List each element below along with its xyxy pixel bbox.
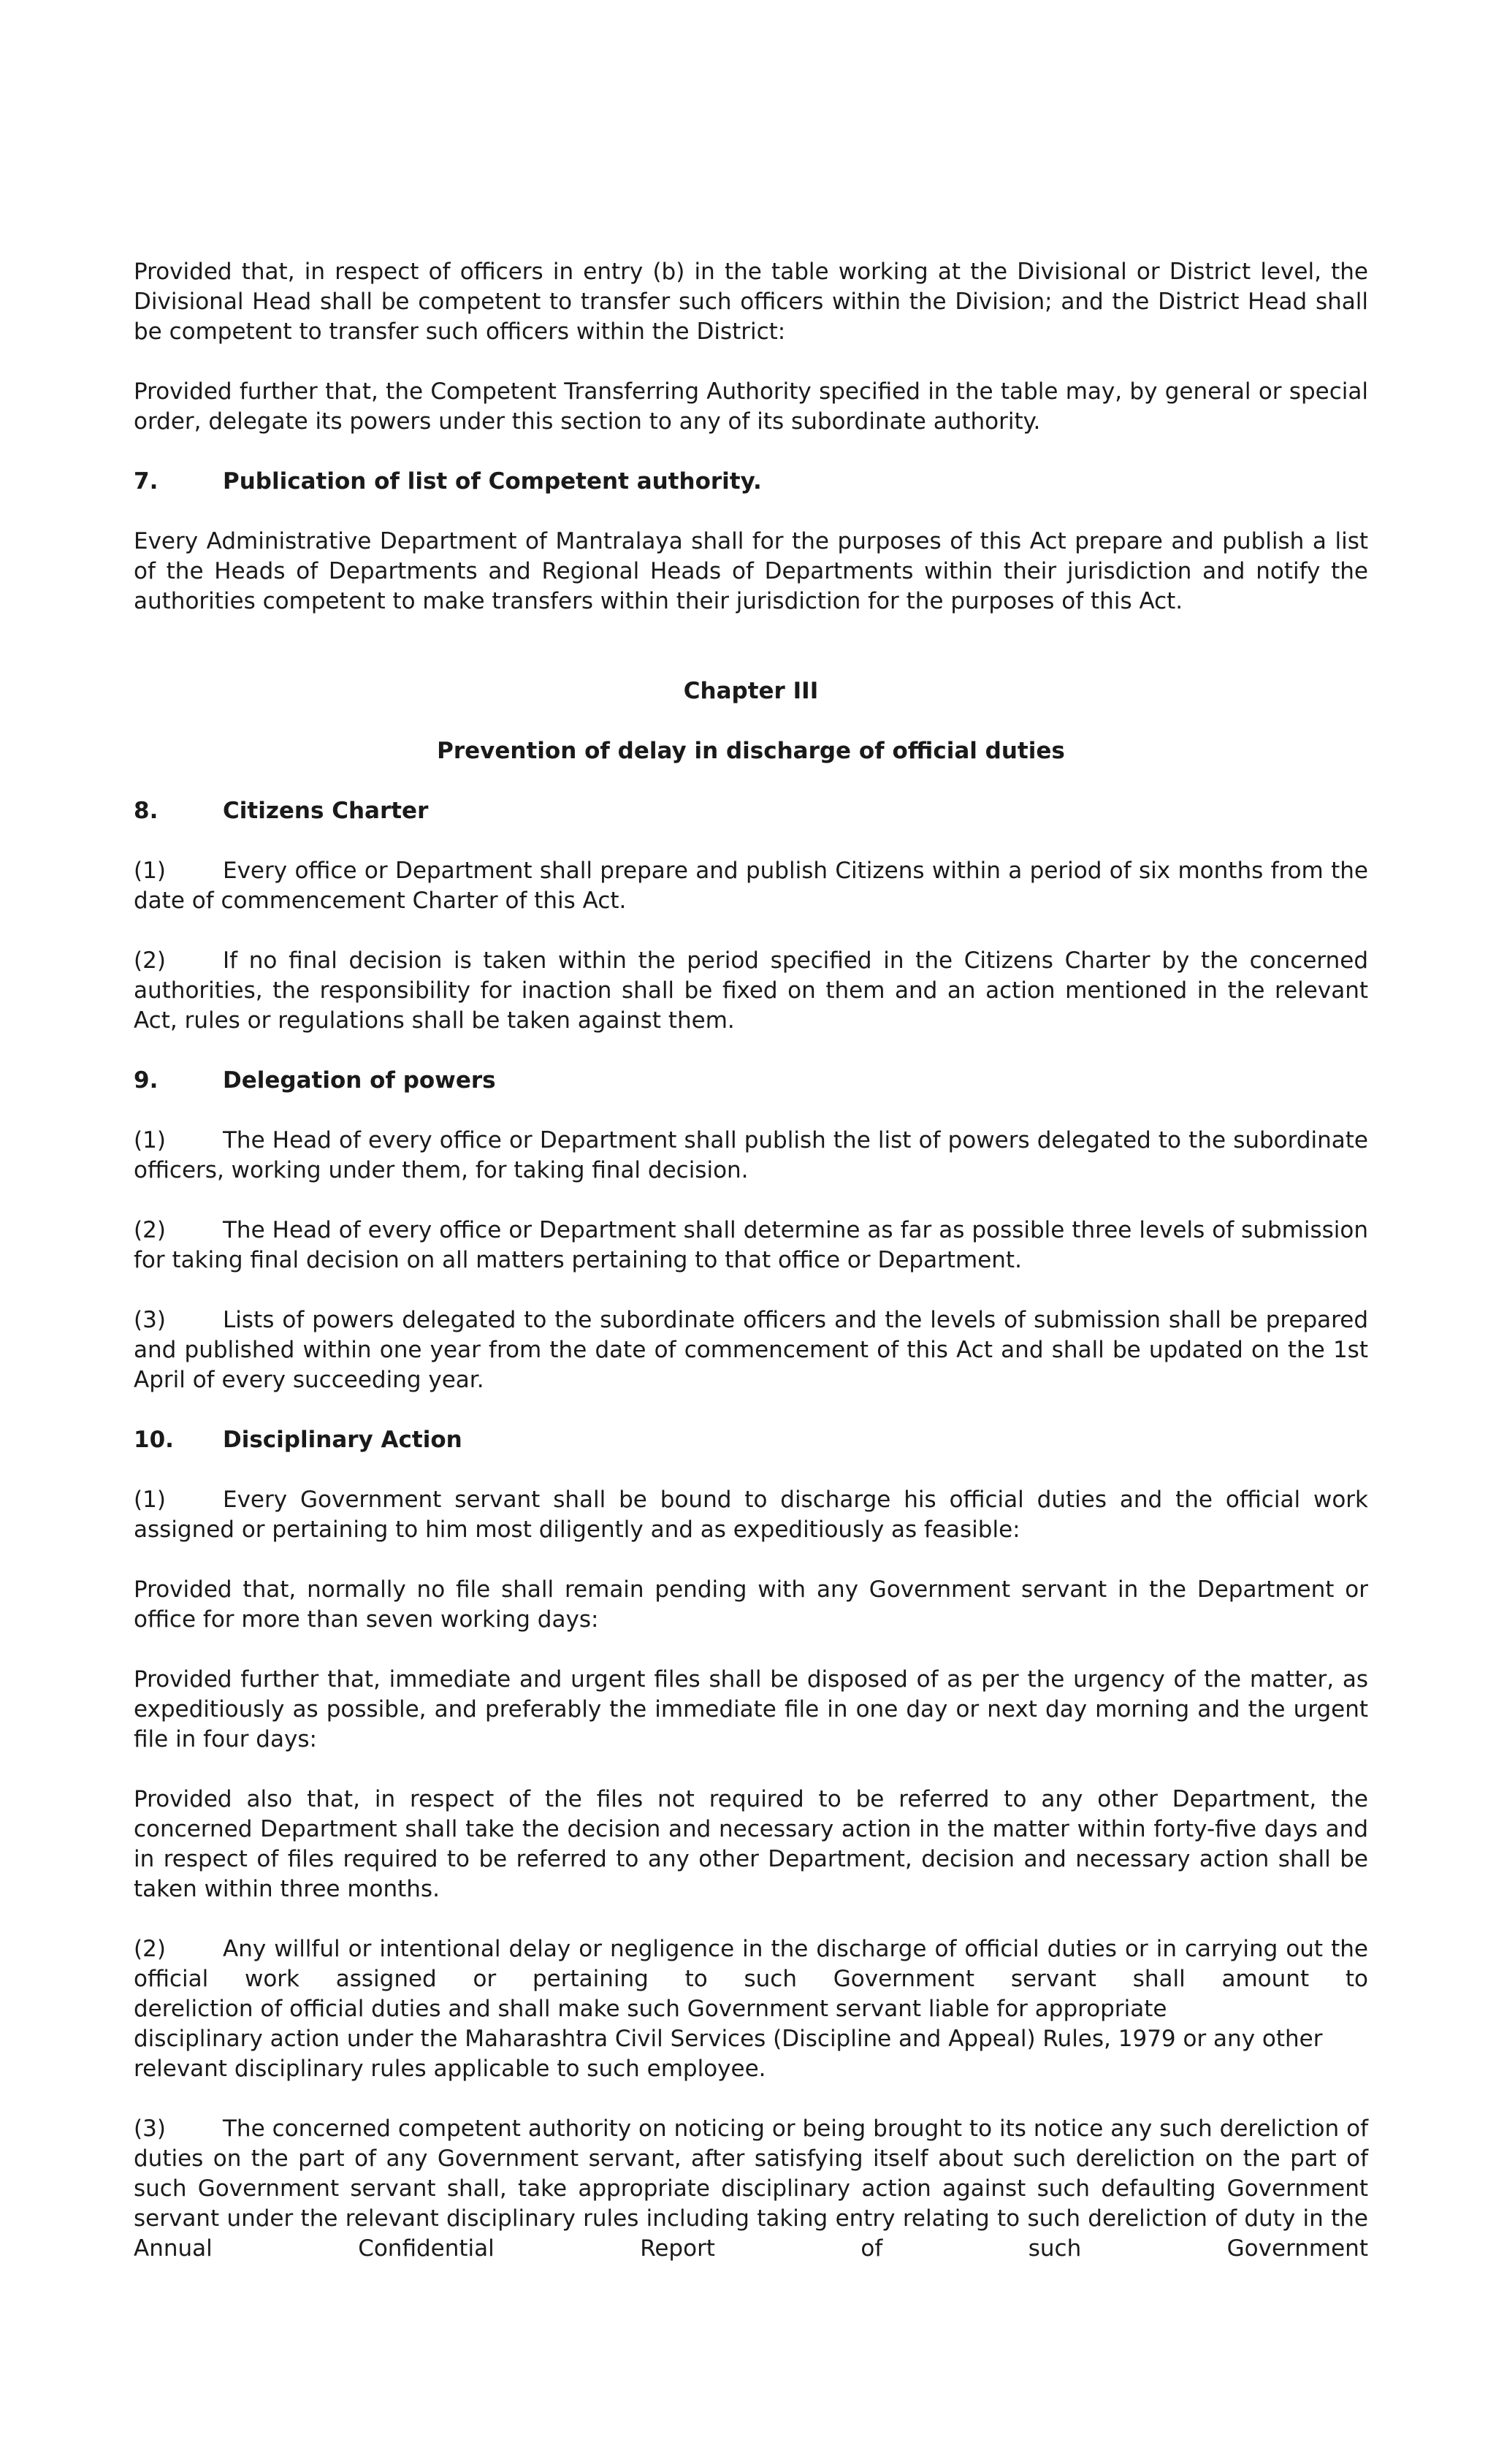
clause-text-part-b: dereliction of official duties and shall make such Government servant liable for appropriate [134,1996,1167,2022]
section-9-heading [134,1066,1368,1096]
section-9-clause-3 [134,1305,1368,1395]
chapter-title: Prevention of delay in discharge of official duties [437,738,1065,764]
section-10-proviso-3: Provided also that, in respect of the files not required to be referred to any other Department, the concerned Department shall take the decision and necessary action in the matter within forty-five days and in respect of files required to be referred to any other Department, decision and necessary action shall be taken within three months. [134,1786,1368,1902]
chapter-label: Chapter III [683,678,819,704]
section-title: Delegation of powers [223,1067,496,1094]
clause-text-part-a: Any willful or intentional delay or negligence in the discharge of official duties or in carrying out the official work assigned or pertaining to such Government servant shall amount to [134,1936,1368,1992]
section-8-clause-1 [134,856,1368,916]
clause-text: The Head of every office or Department shall publish the list of powers delegated to the subordinate officers, working under them, for taking final decision. [134,1127,1368,1183]
section-title: Publication of list of Competent authority. [223,468,762,495]
section-10-proviso-1: Provided that, normally no file shall remain pending with any Government servant in the Department or office for more than seven working days: [134,1576,1368,1633]
clause-label: (2) [134,1217,166,1243]
clause-label: (1) [134,1127,166,1153]
clause-text: Every Government servant shall be bound to discharge his official duties and the official work assigned or pertaining to him most diligently and as expeditiously as feasible: [134,1487,1368,1543]
clause-text: Lists of powers delegated to the subordinate officers and the levels of submission shall be prepared and published within one year from the date of commencement of this Act and shall be updated on the 1st April of every succeeding year. [134,1307,1368,1393]
section-10-clause-3 [134,2114,1368,2264]
clause-label: (3) [134,2116,166,2142]
section-7-heading [134,467,1368,497]
section-9-clause-2 [134,1216,1368,1275]
section-8-heading [134,796,1368,826]
clause-label: (3) [134,1307,166,1333]
section-number: 8. [134,798,159,824]
section-7-body: Every Administrative Department of Mantralaya shall for the purposes of this Act prepare and publish a list of the Heads of Departments and Regional Heads of Departments within their jurisdiction and notify the authorities competent to make transfers within their jurisdiction for the purposes of this Act. [134,528,1368,614]
clause-text: If no final decision is taken within the period specified in the Citizens Charter by the concerned authorities, the responsibility for inaction shall be fixed on them and an action mentioned in the relevant Act, rules or regulations shall be taken against them. [134,947,1368,1034]
section-10-heading [134,1425,1368,1455]
section-10-proviso-2: Provided further that, immediate and urgent files shall be disposed of as per the urgency of the matter, as expeditiously as possible, and preferably the immediate file in one day or next day morning and the urgent file in four days: [134,1666,1368,1752]
clause-text: Every office or Department shall prepare and publish Citizens within a period of six months from the date of commencement Charter of this Act. [134,858,1368,914]
clause-label: (1) [134,1487,166,1513]
section-8-clause-2 [134,946,1368,1036]
clause-label: (2) [134,1936,166,1962]
section-number: 7. [134,468,159,495]
section-10-clause-1 [134,1485,1368,1545]
document-page [134,257,1368,2294]
clause-label: (1) [134,858,166,884]
clause-label: (2) [134,947,166,974]
section-number: 10. [134,1427,174,1453]
section-10-clause-2 [134,1934,1368,2084]
section-title: Citizens Charter [223,798,429,824]
section-number: 9. [134,1067,159,1094]
clause-text-part-c: disciplinary action under the Maharashtra Civil Services (Discipline and Appeal) Rules, 1979 or any other relevant disciplinary rules applicable to such employee. [134,2026,1323,2082]
section-title: Disciplinary Action [223,1427,462,1453]
proviso-delegate-paragraph: Provided further that, the Competent Transferring Authority specified in the table may, by general or special order, delegate its powers under this section to any of its subordinate authority. [134,378,1368,435]
clause-text: The Head of every office or Department shall determine as far as possible three levels of submission for taking final decision on all matters pertaining to that office or Department. [134,1217,1368,1273]
proviso-divisional-paragraph: Provided that, in respect of officers in entry (b) in the table working at the Divisional or District level, the Divisional Head shall be competent to transfer such officers within the Division; and the District Head shall be competent to transfer such officers within the District: [134,259,1368,345]
clause-text: The concerned competent authority on noticing or being brought to its notice any such dereliction of duties on the part of any Government servant, after satisfying itself about such dereliction on the part of such Government servant shall, take appropriate disciplinary action against such defaulting Government servant under the relevant disciplinary rules including taking entry relating to such dereliction of duty in the Annual Confidential Report of such Government [134,2116,1368,2262]
section-9-clause-1 [134,1126,1368,1186]
